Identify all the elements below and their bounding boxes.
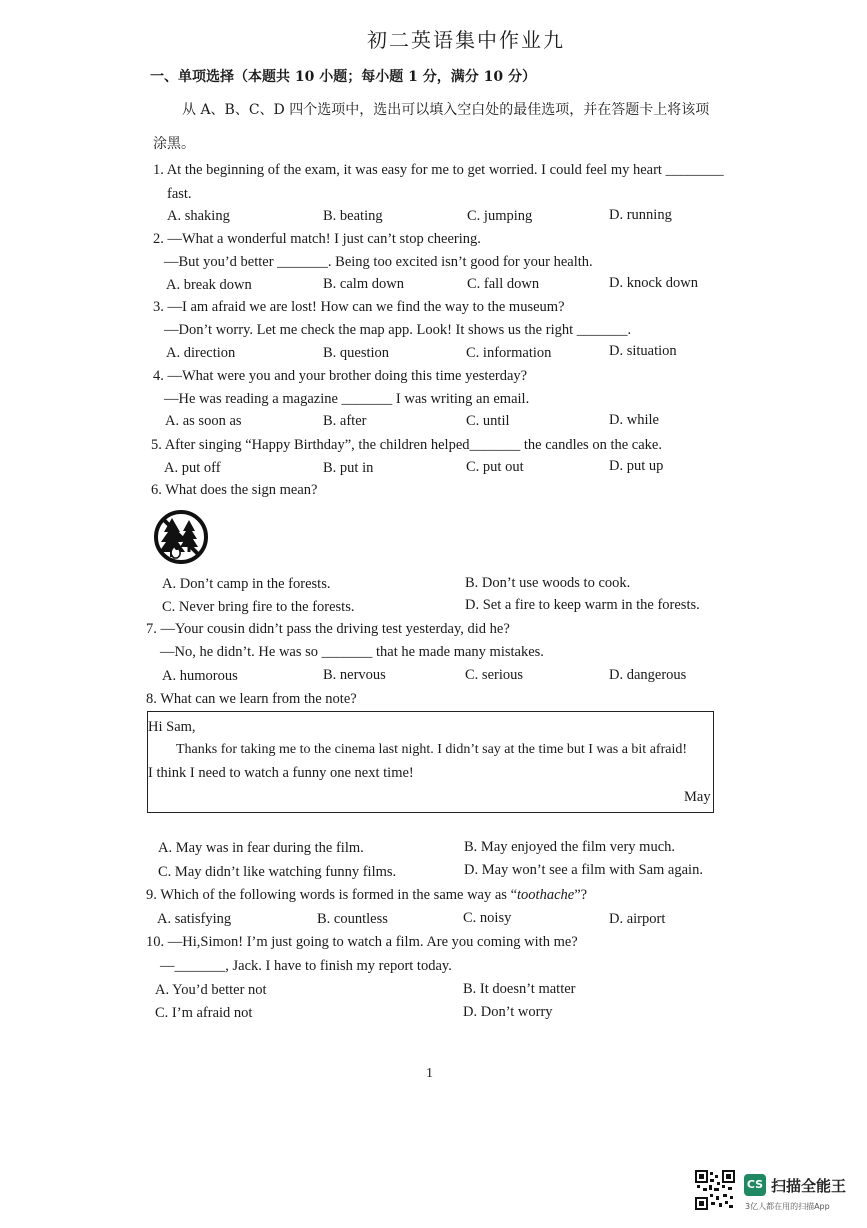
question-8-stem: 8. What can we learn from the note?: [146, 691, 357, 707]
question-2-response: —But you’d better _______. Being too excited isn’t good for your health.: [164, 254, 593, 270]
question-1-option-c[interactable]: C. jumping: [467, 208, 533, 224]
scanner-app-name: 扫描全能王: [771, 1177, 847, 1195]
question-10-option-a[interactable]: A. You’d better not: [155, 982, 267, 998]
question-9-stem-text: 9. Which of the following words is formed in the same way as “: [146, 887, 518, 903]
question-6-option-c[interactable]: C. Never bring fire to the forests.: [162, 599, 355, 615]
question-9-option-d[interactable]: D. airport: [609, 911, 666, 927]
question-10-stem: 10. —Hi,Simon! I’m just going to watch a film. Are you coming with me?: [146, 934, 578, 950]
question-9-stem-end: ”?: [574, 887, 588, 903]
note-body-line-2: I think I need to watch a funny one next time!: [148, 765, 414, 781]
question-5-stem: 5. After singing “Happy Birthday”, the children helped_______ the candles on the cake.: [151, 437, 662, 453]
question-8-option-c[interactable]: C. May didn’t like watching funny films.: [158, 864, 397, 880]
question-1-option-a[interactable]: A. shaking: [167, 208, 230, 224]
question-1-stem: 1. At the beginning of the exam, it was easy for me to get worried. I could feel my heart ________: [153, 162, 724, 178]
question-10-option-c[interactable]: C. I’m afraid not: [155, 1005, 253, 1021]
section-instruction-continued: 涂黑。: [153, 136, 195, 152]
scanner-app-tagline: 3亿人都在用的扫描App: [745, 1202, 830, 1211]
question-2-option-b[interactable]: B. calm down: [323, 276, 404, 292]
question-10-option-d[interactable]: D. Don’t worry: [463, 1004, 553, 1020]
question-7-option-b[interactable]: B. nervous: [323, 667, 386, 683]
question-3-option-d[interactable]: D. situation: [609, 343, 677, 359]
question-6-stem: 6. What does the sign mean?: [151, 482, 318, 498]
question-2-option-c[interactable]: C. fall down: [467, 276, 540, 292]
question-10-option-b[interactable]: B. It doesn’t matter: [463, 981, 576, 997]
note-signature: May: [684, 789, 711, 805]
question-9-keyword: toothache: [517, 887, 575, 903]
question-3-option-c[interactable]: C. information: [466, 345, 552, 361]
question-7-option-c[interactable]: C. serious: [465, 667, 523, 683]
question-8-option-a[interactable]: A. May was in fear during the film.: [158, 840, 364, 856]
qr-code-icon: [695, 1170, 735, 1210]
question-4-response: —He was reading a magazine _______ I was writing an email.: [164, 391, 530, 407]
question-4-option-b[interactable]: B. after: [323, 413, 367, 429]
no-fire-in-forest-sign-icon: [152, 508, 210, 566]
question-8-option-b[interactable]: B. May enjoyed the film very much.: [464, 839, 676, 855]
note-body-line-1: Thanks for taking me to the cinema last night. I didn’t say at the time but I was a bit afraid!: [176, 742, 687, 757]
question-4-option-d[interactable]: D. while: [609, 412, 659, 428]
question-3-response: —Don’t worry. Let me check the map app. Look! It shows us the right _______.: [164, 322, 632, 338]
question-7-stem: 7. —Your cousin didn’t pass the driving test yesterday, did he?: [146, 621, 510, 637]
question-8-option-d[interactable]: D. May won’t see a film with Sam again.: [464, 862, 703, 878]
camscanner-logo-icon: CS: [744, 1174, 766, 1196]
page-title: 初二英语集中作业九: [367, 28, 565, 52]
question-2-option-d[interactable]: D. knock down: [609, 275, 699, 291]
question-7-response: —No, he didn’t. He was so _______ that he made many mistakes.: [160, 644, 544, 660]
question-6-option-d[interactable]: D. Set a fire to keep warm in the forests.: [465, 597, 700, 613]
note-greeting: Hi Sam,: [148, 719, 196, 735]
question-4-option-a[interactable]: A. as soon as: [165, 413, 242, 429]
question-5-option-b[interactable]: B. put in: [323, 460, 374, 476]
section-instruction: 从 A、B、C、D 四个选项中，选出可以填入空白处的最佳选项，并在答题卡上将该项: [182, 102, 710, 118]
page-number: 1: [426, 1066, 433, 1081]
question-9-option-b[interactable]: B. countless: [317, 911, 388, 927]
question-7-option-d[interactable]: D. dangerous: [609, 667, 687, 683]
question-1-option-b[interactable]: B. beating: [323, 208, 383, 224]
question-2-option-a[interactable]: A. break down: [166, 277, 252, 293]
question-7-option-a[interactable]: A. humorous: [162, 668, 238, 684]
question-9-option-a[interactable]: A. satisfying: [157, 911, 232, 927]
question-9-stem: [146, 887, 587, 904]
question-3-option-b[interactable]: B. question: [323, 345, 390, 361]
question-5-option-d[interactable]: D. put up: [609, 458, 664, 474]
question-9-option-c[interactable]: C. noisy: [463, 910, 512, 926]
question-6-option-b[interactable]: B. Don’t use woods to cook.: [465, 575, 631, 591]
question-1-option-d[interactable]: D. running: [609, 207, 672, 223]
question-2-stem: 2. —What a wonderful match! I just can’t stop cheering.: [153, 231, 481, 247]
question-4-stem: 4. —What were you and your brother doing this time yesterday?: [153, 368, 528, 384]
question-1-stem-continued: fast.: [167, 186, 192, 202]
question-6-option-a[interactable]: A. Don’t camp in the forests.: [162, 576, 331, 592]
question-10-response: —_______, Jack. I have to finish my report today.: [160, 958, 452, 974]
question-5-option-a[interactable]: A. put off: [164, 460, 221, 476]
question-3-stem: 3. —I am afraid we are lost! How can we find the way to the museum?: [153, 299, 565, 315]
question-4-option-c[interactable]: C. until: [466, 413, 510, 429]
question-5-option-c[interactable]: C. put out: [466, 459, 524, 475]
note-box: [147, 711, 714, 813]
section-heading: 一、单项选择（本题共 10 小题；每小题 1 分，满分 10 分）: [150, 69, 536, 85]
question-3-option-a[interactable]: A. direction: [166, 345, 236, 361]
